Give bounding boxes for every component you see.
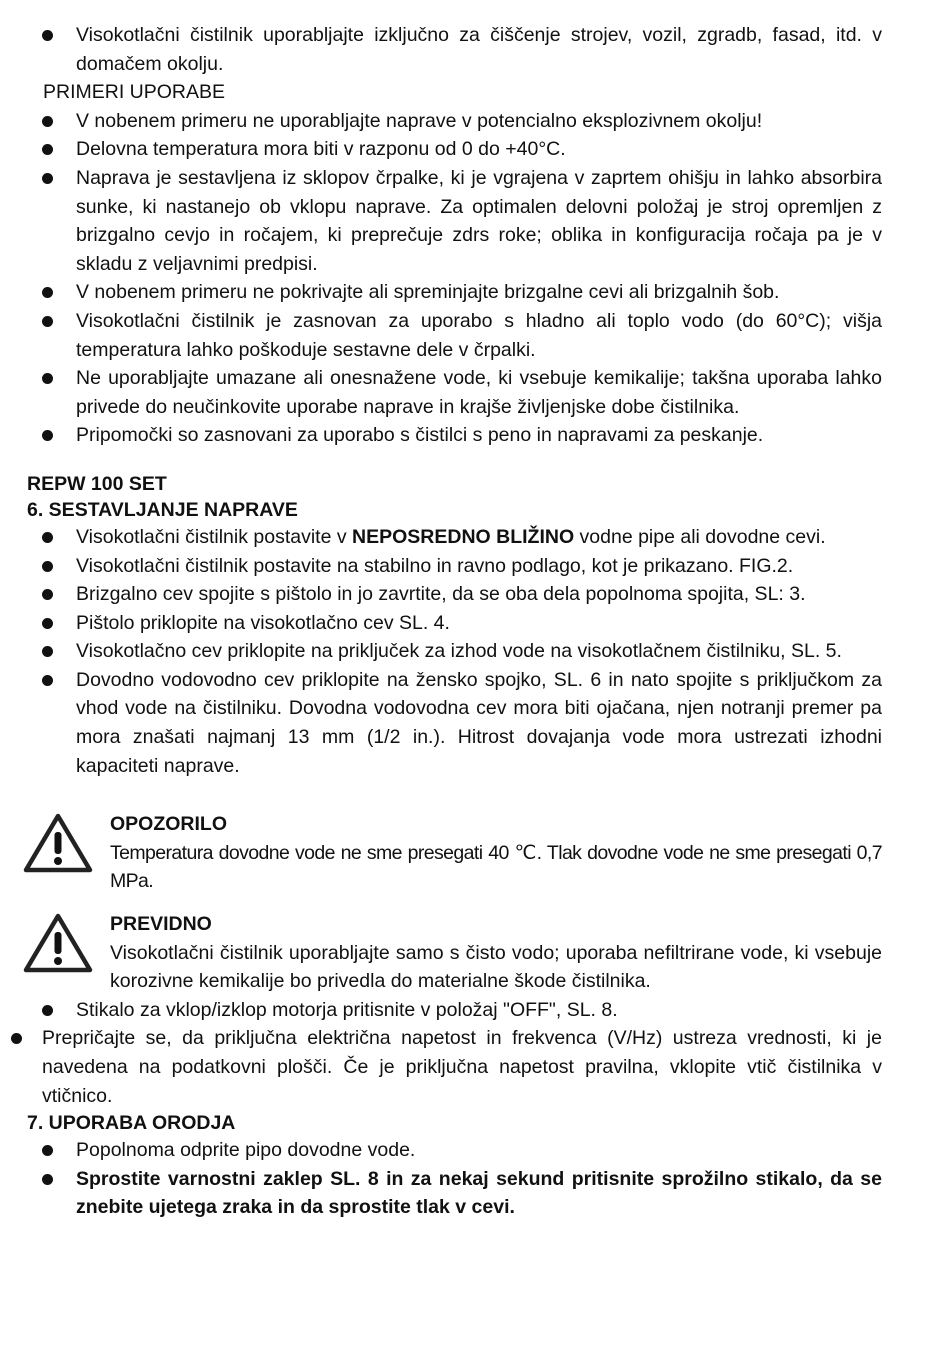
list-item: Visokotlačni čistilnik uporabljajte izključno za čiščenje strojev, vozil, zgradb, fasad, itd. v domačem okolju. [0,21,950,78]
list-item: Sprostite varnostni zaklep SL. 8 in za nekaj sekund pritisnite sprožilno stikalo, da se znebite ujetega zraka in da sprostite tlak v cevi. [0,1165,950,1222]
list-item [0,523,950,552]
section-6-heading: 6. SESTAVLJANJE NAPRAVE [27,498,298,521]
list-item: Brizgalno cev spojite s pištolo in jo zavrtite, da se oba dela popolnoma spojita, SL: 3. [0,580,950,609]
caution-title: PREVIDNO [110,913,212,936]
list-item: Delovna temperatura mora biti v razponu od 0 do +40°C. [0,135,950,164]
warning-triangle-icon [22,912,94,974]
list-item: Ne uporabljajte umazane ali onesnažene vode, ki vsebuje kemikalije; takšna uporaba lahko privede do neučinkovite uporabe naprave in krajše življenjske dobe čistilnika. [0,364,950,421]
list-item: Prepričajte se, da priključna električna napetost in frekvenca (V/Hz) ustreza vrednosti, ki je navedena na podatkovni plošči. Če je priključna napetost pravilna, vklopite vtič čistilnika v vtičnico. [0,1024,950,1110]
caution-text: Visokotlačni čistilnik uporabljajte samo s čisto vodo; uporaba nefiltrirane vode, ki vsebuje korozivne kemikalije bo privedla do materialne škode čistilnika. [110,941,882,993]
section-7-heading: 7. UPORABA ORODJA [27,1112,236,1135]
list-item: Pištolo priklopite na visokotlačno cev SL. 4. [0,609,950,638]
examples-heading: PRIMERI UPORABE [43,81,226,104]
list-item: V nobenem primeru ne uporabljajte naprave v potencialno eksplozivnem okolju! [0,107,950,136]
warning-triangle-icon [22,812,94,874]
model-heading: REPW 100 SET [27,472,167,495]
list-item: Visokotlačno cev priklopite na priključek za izhod vode na visokotlačnem čistilniku, SL. 5. [0,637,950,666]
list-item: Pripomočki so zasnovani za uporabo s čistilci s peno in napravami za peskanje. [0,421,950,450]
text-span: vodne pipe ali dovodne cevi. [574,525,826,548]
list-item: Stikalo za vklop/izklop motorja pritisnite v položaj "OFF", SL. 8. [0,996,950,1025]
warning-block [0,810,950,896]
list-item: Naprava je sestavljena iz sklopov črpalke, ki je vgrajena v zaprtem ohišju in lahko absorbira sunke, ki nastanejo ob vklopu naprave. Za optimalen delovni položaj je stroj opremljen z brizgalno cevjo in ročajem, ki preprečuje zdrs roke; oblika in konfiguracija ročaja pa je v skladu z veljavnimi predpisi. [0,164,950,278]
emphasis-text: NEPOSREDNO BLIŽINO [352,525,575,548]
list-item: Dovodno vodovodno cev priklopite na žensko spojko, SL. 6 in nato spojite s priključkom za vhod vode na čistilniku. Dovodna vodovodna cev mora biti ojačana, njen notranji premer pa mora znašati najmanj 13 mm (1/2 in.). Hitrost dovajanja vode mora ustrezati izhodni kapaciteti naprave. [0,666,950,780]
text-span: Visokotlačni čistilnik postavite v [76,525,353,548]
list-item: Visokotlačni čistilnik postavite na stabilno in ravno podlago, kot je prikazano. FIG.2. [0,552,950,581]
warning-title: OPOZORILO [110,813,227,836]
caution-block [0,910,950,996]
list-item: Popolnoma odprite pipo dovodne vode. [0,1136,950,1165]
list-item: Visokotlačni čistilnik je zasnovan za uporabo s hladno ali toplo vodo (do 60°C); višja temperatura lahko poškoduje sestavne dele v črpalki. [0,307,950,364]
warning-text: Temperatura dovodne vode ne sme presegati 40 ℃. Tlak dovodne vode ne sme presegati 0,7 MPa. [110,841,882,893]
list-item: V nobenem primeru ne pokrivajte ali spreminjajte brizgalne cevi ali brizgalnih šob. [0,278,950,307]
